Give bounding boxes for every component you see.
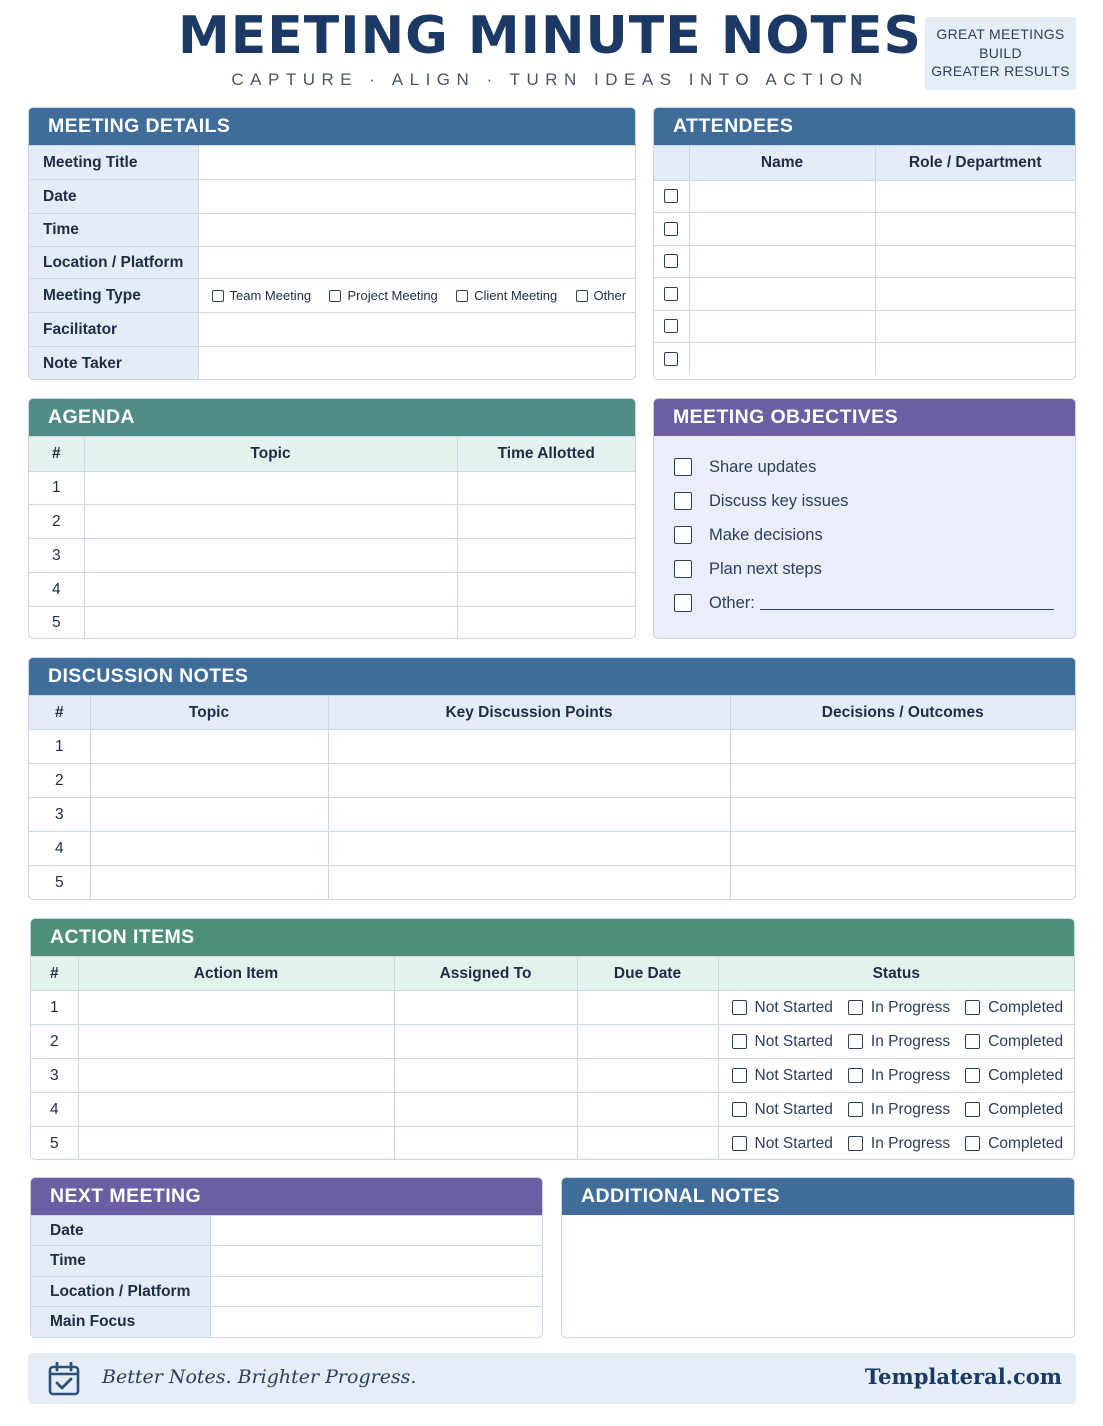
field-label: Time xyxy=(31,1246,210,1277)
assigned-to-field[interactable] xyxy=(394,1093,577,1127)
status-label: Completed xyxy=(988,998,1064,1016)
agenda-time-field[interactable] xyxy=(457,573,635,607)
table-row xyxy=(31,1025,1074,1059)
status-label: Not Started xyxy=(754,1066,833,1084)
status-label: In Progress xyxy=(870,1032,951,1050)
status-option-in-progress[interactable] xyxy=(848,1135,950,1153)
checkbox[interactable] xyxy=(965,1102,980,1117)
table-row xyxy=(31,1059,1074,1093)
objective-label: Other: xyxy=(709,593,755,612)
attendance-checkbox[interactable] xyxy=(664,352,678,366)
column-header: Decisions / Outcomes xyxy=(730,696,1075,730)
next-focus-field[interactable] xyxy=(210,1307,542,1338)
column-header: Topic xyxy=(84,437,457,472)
row-number: 4 xyxy=(31,1093,78,1127)
objective-item[interactable] xyxy=(674,586,1055,620)
objective-item[interactable] xyxy=(674,450,1055,484)
field-label: Time xyxy=(29,214,198,247)
meeting-details-section xyxy=(28,107,636,380)
table-row xyxy=(29,505,635,539)
meeting-type-option[interactable] xyxy=(329,288,437,303)
field-label: Main Focus xyxy=(31,1307,210,1338)
calendar-check-icon xyxy=(48,1362,80,1401)
next-meeting-table xyxy=(31,1215,542,1338)
field-label: Meeting Title xyxy=(29,146,198,180)
discussion-table xyxy=(29,695,1075,900)
table-row xyxy=(29,730,1075,764)
field-label: Facilitator xyxy=(29,313,198,347)
checkbox[interactable] xyxy=(848,1000,863,1015)
time-field[interactable] xyxy=(198,214,635,247)
action-items-heading: ACTION ITEMS xyxy=(31,919,1074,956)
discussion-outcome-field[interactable] xyxy=(730,730,1075,764)
status-label: Not Started xyxy=(754,1134,833,1152)
row-number: 5 xyxy=(29,866,90,900)
table-row xyxy=(31,1093,1074,1127)
attendance-checkbox[interactable] xyxy=(664,189,678,203)
discussion-outcome-field[interactable] xyxy=(730,832,1075,866)
option-label: Other xyxy=(593,287,627,303)
attendance-checkbox[interactable] xyxy=(664,254,678,268)
checkbox[interactable] xyxy=(674,594,692,612)
column-header: Status xyxy=(718,957,1074,991)
agenda-time-field[interactable] xyxy=(457,472,635,505)
attendance-checkbox[interactable] xyxy=(664,222,678,236)
status-option-in-progress[interactable] xyxy=(848,1067,950,1085)
badge-line: BUILD xyxy=(979,44,1022,61)
checkbox-column-header xyxy=(654,146,689,181)
status-options xyxy=(718,1059,1074,1093)
action-items-section xyxy=(30,918,1075,1160)
status-label: Completed xyxy=(988,1032,1064,1050)
column-header: Due Date xyxy=(577,957,718,991)
assigned-to-field[interactable] xyxy=(394,991,577,1025)
additional-notes-section xyxy=(561,1177,1075,1338)
agenda-topic-field[interactable] xyxy=(84,472,457,505)
checkbox[interactable] xyxy=(456,290,468,302)
action-item-field[interactable] xyxy=(78,1093,394,1127)
objective-item[interactable] xyxy=(674,518,1055,552)
attendee-name-field[interactable] xyxy=(689,181,875,213)
checkbox[interactable] xyxy=(965,1000,980,1015)
checkbox[interactable] xyxy=(674,492,692,510)
attendee-name-field[interactable] xyxy=(689,343,875,375)
status-options xyxy=(718,1127,1074,1161)
status-option-completed[interactable] xyxy=(965,1101,1063,1119)
status-option-completed[interactable] xyxy=(965,1033,1063,1051)
checkbox[interactable] xyxy=(674,560,692,578)
checkbox[interactable] xyxy=(732,1034,747,1049)
checkbox[interactable] xyxy=(576,290,588,302)
row-number: 2 xyxy=(29,505,84,539)
attendance-checkbox[interactable] xyxy=(664,287,678,301)
discussion-points-field[interactable] xyxy=(328,730,730,764)
attendee-name-field[interactable] xyxy=(689,213,875,246)
table-row xyxy=(29,866,1075,900)
meeting-type-option[interactable] xyxy=(456,288,557,303)
location-field[interactable] xyxy=(198,247,635,279)
table-row xyxy=(29,607,635,640)
column-header: Name xyxy=(689,146,875,181)
checkbox[interactable] xyxy=(965,1068,980,1083)
meeting-details-table xyxy=(29,145,635,380)
status-label: Not Started xyxy=(754,1032,833,1050)
table-row xyxy=(31,991,1074,1025)
row-number: 2 xyxy=(31,1025,78,1059)
field-label: Meeting Type xyxy=(29,279,198,313)
column-header: Action Item xyxy=(78,957,394,991)
status-label: Completed xyxy=(988,1066,1064,1084)
objectives-heading: MEETING OBJECTIVES xyxy=(654,399,1075,436)
column-header: # xyxy=(29,696,90,730)
row-number: 1 xyxy=(29,730,90,764)
attendance-checkbox[interactable] xyxy=(664,319,678,333)
table-row xyxy=(29,764,1075,798)
row-number: 3 xyxy=(31,1059,78,1093)
status-label: In Progress xyxy=(870,1134,951,1152)
footer-tagline: Better Notes. Brighter Progress. xyxy=(102,1366,417,1388)
objective-label: Discuss key issues xyxy=(709,491,849,510)
due-date-field[interactable] xyxy=(577,1025,718,1059)
checkbox[interactable] xyxy=(732,1136,747,1151)
objective-item[interactable] xyxy=(674,552,1055,586)
status-option-not-started[interactable] xyxy=(732,1033,833,1051)
option-label: Team Meeting xyxy=(229,287,312,303)
discussion-topic-field[interactable] xyxy=(90,832,328,866)
row-number: 1 xyxy=(31,991,78,1025)
discussion-topic-field[interactable] xyxy=(90,866,328,900)
action-item-field[interactable] xyxy=(78,1127,394,1161)
next-time-field[interactable] xyxy=(210,1246,542,1277)
due-date-field[interactable] xyxy=(577,1127,718,1161)
attendees-section xyxy=(653,107,1076,380)
agenda-time-field[interactable] xyxy=(457,505,635,539)
attendees-table xyxy=(654,145,1075,375)
status-option-in-progress[interactable] xyxy=(848,1101,950,1119)
column-header: # xyxy=(29,437,84,472)
objective-label: Make decisions xyxy=(709,525,823,544)
slogan-badge xyxy=(925,17,1076,90)
objective-item[interactable] xyxy=(674,484,1055,518)
checkbox[interactable] xyxy=(732,1068,747,1083)
meeting-type-option[interactable] xyxy=(212,288,312,303)
discussion-points-field[interactable] xyxy=(328,832,730,866)
objectives-section xyxy=(653,398,1076,639)
agenda-topic-field[interactable] xyxy=(84,505,457,539)
field-label: Location / Platform xyxy=(29,247,198,279)
action-items-table xyxy=(31,956,1074,1160)
attendee-role-field[interactable] xyxy=(875,343,1075,375)
checkbox[interactable] xyxy=(848,1102,863,1117)
table-row xyxy=(29,539,635,573)
status-label: Completed xyxy=(988,1134,1064,1152)
table-row xyxy=(29,832,1075,866)
status-option-in-progress[interactable] xyxy=(848,999,950,1017)
status-label: In Progress xyxy=(870,1066,951,1084)
meeting-title-field[interactable] xyxy=(198,146,635,180)
attendee-role-field[interactable] xyxy=(875,213,1075,246)
status-label: Completed xyxy=(988,1100,1064,1118)
attendee-role-field[interactable] xyxy=(875,181,1075,213)
status-option-completed[interactable] xyxy=(965,999,1063,1017)
meeting-details-heading: MEETING DETAILS xyxy=(29,108,635,145)
footer-brand: Templateral.com xyxy=(864,1364,1062,1389)
row-number: 5 xyxy=(31,1127,78,1161)
meeting-type-options xyxy=(198,279,635,313)
row-number: 2 xyxy=(29,764,90,798)
agenda-heading: AGENDA xyxy=(29,399,635,436)
row-number: 3 xyxy=(29,798,90,832)
checkbox[interactable] xyxy=(965,1034,980,1049)
due-date-field[interactable] xyxy=(577,991,718,1025)
status-option-in-progress[interactable] xyxy=(848,1033,950,1051)
status-options xyxy=(718,991,1074,1025)
row-number: 3 xyxy=(29,539,84,573)
status-option-completed[interactable] xyxy=(965,1135,1063,1153)
additional-notes-area[interactable] xyxy=(562,1215,1074,1338)
page-subtitle: CAPTURE · ALIGN · TURN IDEAS INTO ACTION xyxy=(231,70,869,89)
status-option-not-started[interactable] xyxy=(732,1101,833,1119)
page-title: MEETING MINUTE NOTES xyxy=(177,6,922,66)
next-meeting-section xyxy=(30,1177,543,1338)
column-header: Assigned To xyxy=(394,957,577,991)
checkbox[interactable] xyxy=(848,1034,863,1049)
action-item-field[interactable] xyxy=(78,1059,394,1093)
meeting-type-option[interactable] xyxy=(576,288,627,303)
facilitator-field[interactable] xyxy=(198,313,635,347)
other-objective-line[interactable] xyxy=(760,596,1054,610)
status-option-not-started[interactable] xyxy=(732,1067,833,1085)
field-label: Date xyxy=(31,1216,210,1246)
column-header: Role / Department xyxy=(875,146,1075,181)
row-number: 1 xyxy=(29,472,84,505)
next-location-field[interactable] xyxy=(210,1277,542,1307)
agenda-time-field[interactable] xyxy=(457,607,635,640)
status-label: Not Started xyxy=(754,998,833,1016)
status-option-not-started[interactable] xyxy=(732,1135,833,1153)
status-options xyxy=(718,1025,1074,1059)
field-label: Date xyxy=(29,180,198,214)
attendee-role-field[interactable] xyxy=(875,278,1075,311)
due-date-field[interactable] xyxy=(577,1093,718,1127)
agenda-section xyxy=(28,398,636,639)
agenda-topic-field[interactable] xyxy=(84,539,457,573)
discussion-section xyxy=(28,657,1076,900)
field-label: Location / Platform xyxy=(31,1277,210,1307)
column-header: Time Allotted xyxy=(457,437,635,472)
attendee-name-field[interactable] xyxy=(689,311,875,343)
badge-line: GREATER RESULTS xyxy=(931,63,1070,79)
agenda-topic-field[interactable] xyxy=(84,573,457,607)
status-option-completed[interactable] xyxy=(965,1067,1063,1085)
table-row xyxy=(31,1127,1074,1161)
footer-bar xyxy=(28,1353,1076,1404)
agenda-time-field[interactable] xyxy=(457,539,635,573)
checkbox[interactable] xyxy=(965,1136,980,1151)
status-label: Not Started xyxy=(754,1100,833,1118)
status-label: In Progress xyxy=(870,998,951,1016)
objective-label: Share updates xyxy=(709,457,817,476)
attendees-heading: ATTENDEES xyxy=(654,108,1075,145)
table-row xyxy=(29,573,635,607)
objective-label: Plan next steps xyxy=(709,559,822,578)
checkbox[interactable] xyxy=(848,1136,863,1151)
objectives-list xyxy=(654,436,1075,620)
agenda-table xyxy=(29,436,635,639)
column-header: # xyxy=(31,957,78,991)
row-number: 5 xyxy=(29,607,84,640)
action-item-field[interactable] xyxy=(78,1025,394,1059)
checkbox[interactable] xyxy=(732,1000,747,1015)
attendee-role-field[interactable] xyxy=(875,311,1075,343)
table-row xyxy=(29,472,635,505)
checkbox[interactable] xyxy=(674,458,692,476)
checkbox[interactable] xyxy=(732,1102,747,1117)
option-label: Project Meeting xyxy=(347,287,438,303)
badge-line: GREAT MEETINGS xyxy=(936,26,1065,42)
field-label: Note Taker xyxy=(29,347,198,381)
attendee-name-field[interactable] xyxy=(689,246,875,278)
checkbox[interactable] xyxy=(848,1068,863,1083)
option-label: Client Meeting xyxy=(474,287,558,303)
note-taker-field[interactable] xyxy=(198,347,635,381)
discussion-outcome-field[interactable] xyxy=(730,764,1075,798)
due-date-field[interactable] xyxy=(577,1059,718,1093)
discussion-heading: DISCUSSION NOTES xyxy=(29,658,1075,695)
discussion-topic-field[interactable] xyxy=(90,798,328,832)
date-field[interactable] xyxy=(198,180,635,214)
column-header: Key Discussion Points xyxy=(328,696,730,730)
additional-notes-heading: ADDITIONAL NOTES xyxy=(562,1178,1074,1215)
discussion-topic-field[interactable] xyxy=(90,764,328,798)
status-label: In Progress xyxy=(870,1100,951,1118)
discussion-points-field[interactable] xyxy=(328,798,730,832)
next-date-field[interactable] xyxy=(210,1216,542,1246)
discussion-topic-field[interactable] xyxy=(90,730,328,764)
row-number: 4 xyxy=(29,832,90,866)
discussion-outcome-field[interactable] xyxy=(730,866,1075,900)
action-item-field[interactable] xyxy=(78,991,394,1025)
agenda-topic-field[interactable] xyxy=(84,607,457,640)
row-number: 4 xyxy=(29,573,84,607)
discussion-points-field[interactable] xyxy=(328,764,730,798)
assigned-to-field[interactable] xyxy=(394,1127,577,1161)
discussion-outcome-field[interactable] xyxy=(730,798,1075,832)
checkbox[interactable] xyxy=(212,290,224,302)
status-option-not-started[interactable] xyxy=(732,999,833,1017)
checkbox[interactable] xyxy=(674,526,692,544)
checkbox[interactable] xyxy=(329,290,341,302)
status-options xyxy=(718,1093,1074,1127)
assigned-to-field[interactable] xyxy=(394,1059,577,1093)
column-header: Topic xyxy=(90,696,328,730)
attendee-role-field[interactable] xyxy=(875,246,1075,278)
table-row xyxy=(29,798,1075,832)
attendee-name-field[interactable] xyxy=(689,278,875,311)
discussion-points-field[interactable] xyxy=(328,866,730,900)
next-meeting-heading: NEXT MEETING xyxy=(31,1178,542,1215)
assigned-to-field[interactable] xyxy=(394,1025,577,1059)
